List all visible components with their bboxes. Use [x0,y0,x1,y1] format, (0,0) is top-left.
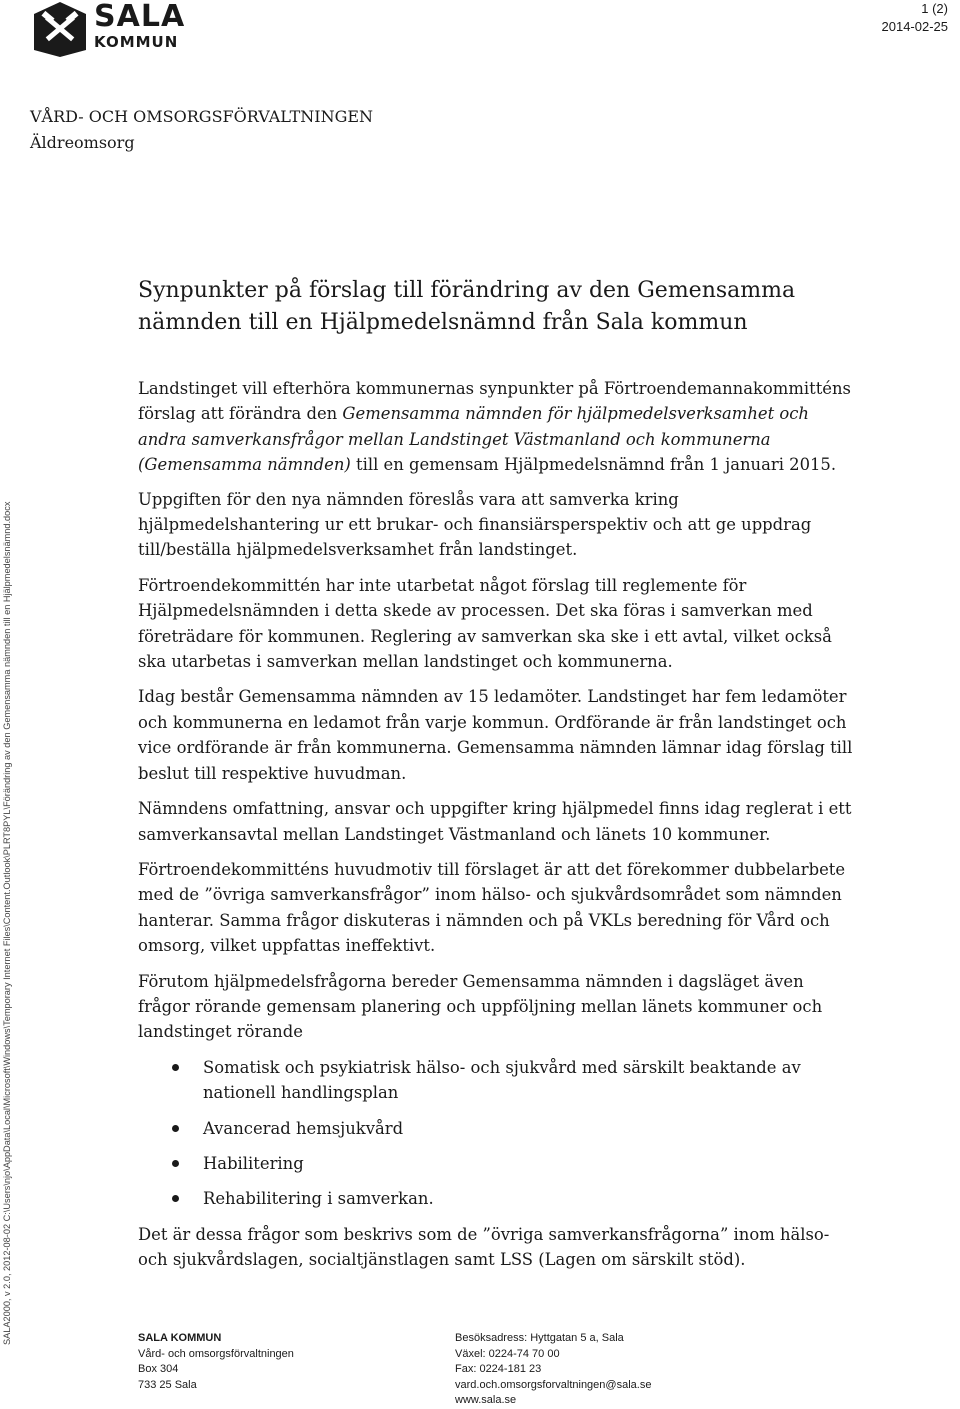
bullet-icon [172,1064,179,1071]
bullet-icon [172,1195,179,1202]
logo-subtitle: KOMMUN [94,33,179,51]
sala-kommun-logo [30,0,186,62]
footer-fax: Fax: 0224-181 23 [455,1363,542,1375]
document-title [138,275,858,339]
crossed-hammers-logo-icon [30,0,90,58]
document-date: 2014-02-25 [881,19,948,34]
page-meta [882,0,949,36]
document-body [138,376,858,1283]
footer-web: www.sala.se [455,1394,517,1406]
file-path-sidebar: SALA2000, v 2.0, 2012-08-02 C:\Users\njo\AppData\Local\Microsoft\Windows\Temporary Internet Files\Content.Outlook\PLRT8PYL\Förändring av den Gemensamma nämnden till en Hjälpmedelsnämnd.docx [2,501,12,1345]
list-item-text: Avancerad hemsjukvård [203,1118,404,1138]
page-number: 1 (2) [921,1,948,16]
title-line-2: nämnden till en Hjälpmedelsnämnd från Sala kommun [138,310,748,335]
bullet-icon [172,1125,179,1132]
paragraph-task: Uppgiften för den nya nämnden föreslås vara att samverka kring hjälpmedelshantering ur ett brukar- och finansiärsperspektiv och att ge uppdrag till/beställa hjälpmedelsverksamhet från landstinget. [138,489,812,560]
topic-list [138,1055,858,1212]
list-item [138,1186,858,1211]
footer-box: Box 304 [138,1363,179,1375]
paragraph-composition: Idag består Gemensamma nämnden av 15 ledamöter. Landstinget har fem ledamöter och kommunerna en ledamot från varje kommun. Ordförande är från landstinget och vice ordförande är från kommunerna. Gemensamma nämnden lämnar idag förslag till beslut till respektive huvudman. [138,687,853,783]
footer-postal: 733 25 Sala [138,1378,197,1391]
list-item [138,1151,858,1176]
paragraph-intro-end: till en gemensam Hjälpmedelsnämnd från 1 januari 2015. [350,455,837,475]
paragraph-intro [138,376,858,478]
department-unit: Äldreomsorg [30,133,135,152]
paragraph-intro-italic: Gemensamma nämnden för hjälpmedelsverksamhet och andra samverkansfrågor mellan Landstinget Västmanland och kommunerna (Gemensamma nämnden) [138,404,809,475]
footer-phone: Växel: 0224-74 70 00 [455,1347,560,1360]
paragraph-intro-start: Landstinget vill efterhöra kommunernas synpunkter på Förtroendemannakommitténs förslag att förändra den [138,379,851,424]
bullet-icon [172,1160,179,1167]
footer-dept: Vård- och omsorgsförvaltningen [138,1347,294,1360]
paragraph-committee: Förtroendekommittén har inte utarbetat något förslag till reglemente för Hjälpmedelsnämnden i detta skede av processen. Det ska föras i samverkan med företrädare för kommunen. Reglering av samverkan ska ske i ett avtal, vilket också ska utarbetas i samverkan mellan landstinget och kommunerna. [138,575,832,672]
title-line-1: Synpunkter på förslag till förändring av den Gemensamma [138,278,796,303]
list-item-text: Rehabilitering i samverkan. [203,1189,434,1209]
paragraph-conclusion: Det är dessa frågor som beskrivs som de ”övriga samverkansfrågorna” inom hälso- och sjukvårdslagen, socialtjänstlagen samt LSS (Lagen om särskilt stöd). [138,1224,830,1270]
list-item [138,1055,858,1106]
footer-visit-address: Besöksadress: Hyttgatan 5 a, Sala [455,1332,624,1344]
list-item [138,1116,858,1141]
department-block [30,104,373,156]
paragraph-motive: Förtroendekommitténs huvudmotiv till förslaget är att det förekommer dubbelarbete med de ”övriga samverkansfrågor” inom hälso- och sjukvårdsområdet som nämnden hanterar. Samma frågor diskuteras i nämnden och på VKLs beredning för Vård och omsorg, vilket uppfattas ineffektivt. [138,859,846,956]
logo-name: SALA [94,0,186,34]
footer-contact [455,1331,651,1409]
footer-org: SALA KOMMUN [138,1332,222,1344]
list-item-text: Somatisk och psykiatrisk hälso- och sjukvård med särskilt beaktande av nationell handlingsplan [203,1057,801,1103]
footer-address [138,1331,294,1393]
paragraph-besides: Förutom hjälpmedelsfrågorna bereder Gemensamma nämnden i dagsläget även frågor rörande gemensam planering och uppföljning mellan länets kommuner och landstinget rörande [138,971,823,1042]
paragraph-scope: Nämndens omfattning, ansvar och uppgifter kring hjälpmedel finns idag reglerat i ett samverkansavtal mellan Landstinget Västmanland och länets 10 kommuner. [138,799,852,844]
footer-email: vard.och.omsorgsforvaltningen@sala.se [455,1378,652,1391]
department-name: VÅRD- OCH OMSORGSFÖRVALTNINGEN [30,107,374,126]
list-item-text: Habilitering [203,1153,304,1173]
